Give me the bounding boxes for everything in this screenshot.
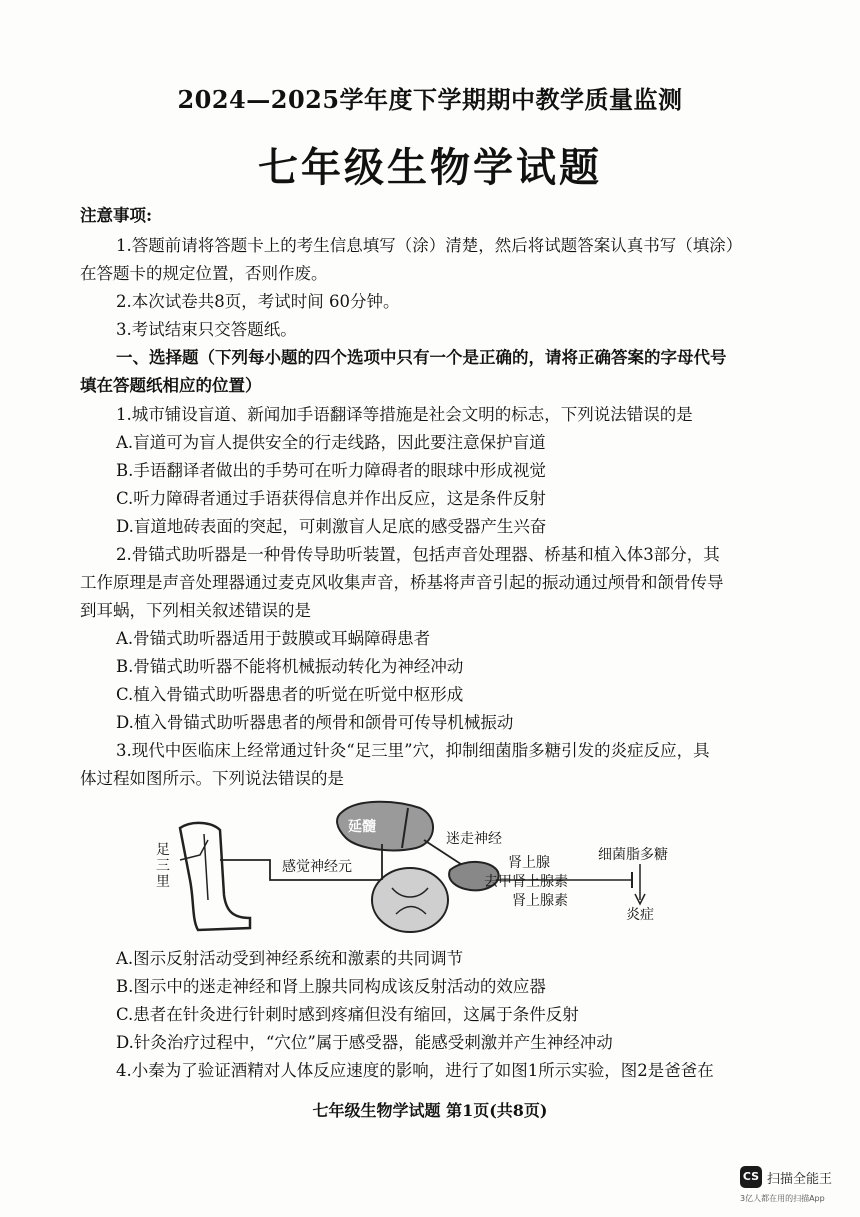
reflex-diagram: [120, 800, 740, 940]
vagus-label: 迷走神经: [446, 831, 502, 847]
section-heading: 一、选择题（下列每小题的四个选项中只有一个是正确的，请将正确答案的字母代号: [116, 348, 727, 367]
question-1-option-d: D.盲道地砖表面的突起，可刺激盲人足底的感受器产生兴奋: [116, 517, 547, 536]
question-3-option-c: C.患者在针灸进行针刺时感到疼痛但没有缩回，这属于条件反射: [116, 1005, 579, 1024]
question-3-option-d: D.针灸治疗过程中，“穴位”属于感受器，能感受刺激并产生神经冲动: [116, 1033, 613, 1052]
page-footer: 七年级生物学试题 第1页(共8页): [312, 1101, 548, 1120]
inflammation-label: 炎症: [626, 907, 654, 923]
question-1-option-b: B.手语翻译者做出的手势可在听力障碍者的眼球中形成视觉: [116, 461, 546, 480]
scanner-tagline: 3亿人都在用的扫描App: [740, 1194, 825, 1203]
section-heading-cont: 填在答题纸相应的位置）: [80, 376, 262, 395]
adrenal-label: 肾上腺: [508, 855, 550, 871]
acupoint-label: 足三里: [156, 842, 170, 890]
spinal-cord: [372, 868, 448, 932]
lps-label: 细菌脂多糖: [598, 847, 668, 863]
note-item-2: 2.本次试卷共8页，考试时间 60分钟。: [116, 292, 400, 311]
question-2-stem: 2.骨锚式助听器是一种骨传导助听装置，包括声音处理器、桥基和植入体3部分，其: [116, 545, 720, 564]
sensory-neuron-label: 感觉神经元: [282, 859, 352, 875]
noradrenaline-label: 去甲肾上腺素: [484, 874, 568, 890]
question-1-option-c: C.听力障碍者通过手语获得信息并作出反应，这是条件反射: [116, 489, 546, 508]
exam-title: 2024—2025学年度下学期期中教学质量监测: [177, 85, 683, 114]
question-3-stem-cont: 体过程如图所示。下列说法错误的是: [80, 769, 344, 788]
adrenaline-label: 肾上腺素: [512, 893, 568, 909]
question-2-stem-end: 到耳蜗，下列相关叙述错误的是: [80, 601, 311, 620]
question-3-option-b: B.图示中的迷走神经和肾上腺共同构成该反射活动的效应器: [116, 977, 546, 996]
question-2-option-d: D.植入骨锚式助听器患者的颅骨和颌骨可传导机械振动: [116, 713, 514, 732]
question-3-stem: 3.现代中医临床上经常通过针灸“足三里”穴，抑制细菌脂多糖引发的炎症反应，具: [116, 741, 710, 760]
question-1-option-a: A.盲道可为盲人提供安全的行走线路，因此要注意保护盲道: [116, 433, 546, 452]
scanner-app-name: 扫描全能王: [767, 1172, 833, 1187]
question-2-option-c: C.植入骨锚式助听器患者的听觉在听觉中枢形成: [116, 685, 464, 704]
medulla-label: 延髓: [348, 819, 376, 835]
note-item-1: 1.答题前请将答题卡上的考生信息填写（涂）清楚，然后将试题答案认真书写（填涂）: [116, 236, 743, 255]
note-item-3: 3.考试结束只交答题纸。: [116, 320, 297, 339]
question-2-stem-cont: 工作原理是声音处理器通过麦克风收集声音，桥基将声音引起的振动通过颅骨和颌骨传导: [80, 573, 724, 592]
scanner-logo-icon: CS: [740, 1166, 762, 1188]
question-1-stem: 1.城市铺设盲道、新闻加手语翻译等措施是社会文明的标志，下列说法错误的是: [116, 405, 693, 424]
question-2-option-b: B.骨锚式助听器不能将机械振动转化为神经冲动: [116, 657, 464, 676]
question-4-stem: 4.小秦为了验证酒精对人体反应速度的影响，进行了如图1所示实验，图2是爸爸在: [116, 1061, 714, 1080]
notes-heading: 注意事项:: [80, 206, 153, 225]
question-2-option-a: A.骨锚式助听器适用于鼓膜或耳蜗障碍患者: [116, 629, 431, 648]
note-item-1-cont: 在答题卡的规定位置，否则作废。: [80, 264, 328, 283]
scanner-watermark: [740, 1166, 850, 1206]
question-3-option-a: A.图示反射活动受到神经系统和激素的共同调节: [116, 949, 464, 968]
leg-outline: [180, 823, 250, 930]
exam-subtitle: 七年级生物学试题: [258, 144, 602, 191]
